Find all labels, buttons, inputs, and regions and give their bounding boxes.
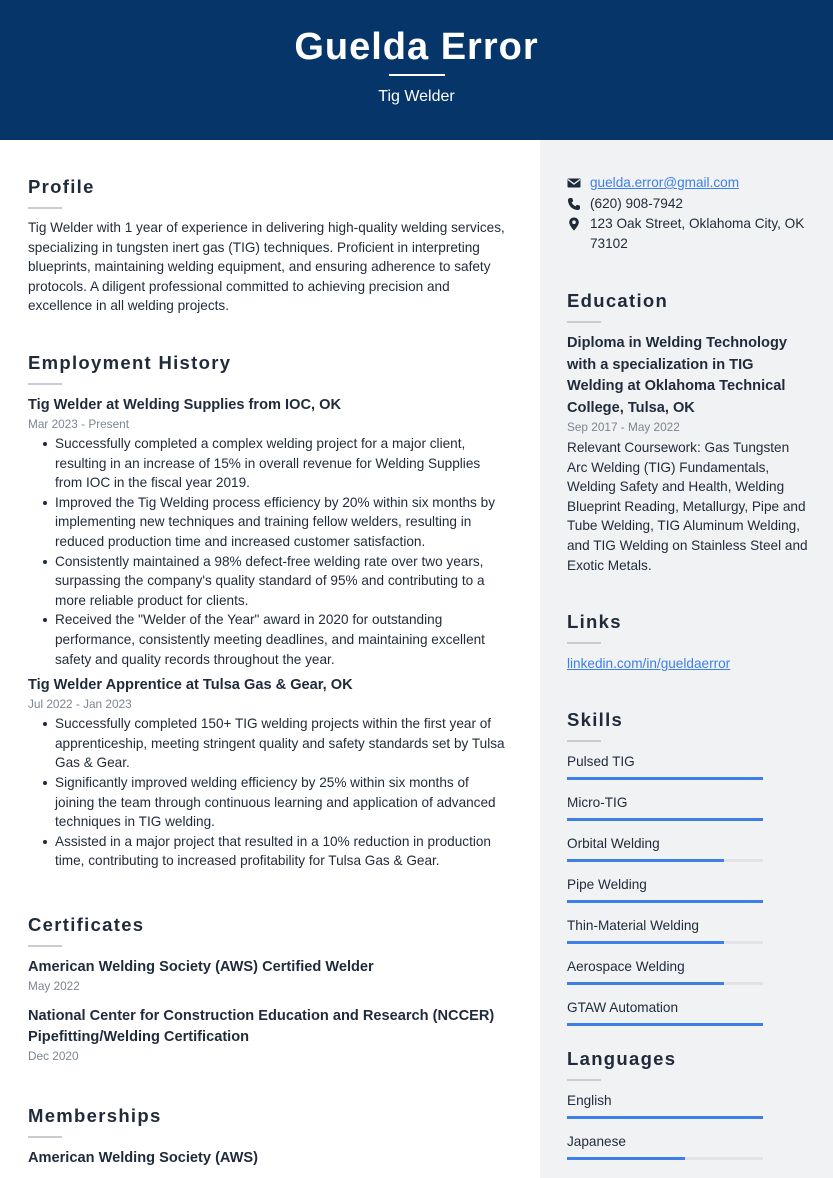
degree-title: Diploma in Welding Technology with a specialization in TIG Welding at Oklahoma Technical College, Tulsa, OK <box>567 335 787 416</box>
certificate-entry <box>28 957 510 994</box>
language-level-track <box>567 1157 763 1160</box>
skill-level-bar <box>567 941 724 944</box>
skill-level-track <box>567 1023 763 1026</box>
language-item <box>567 1091 812 1119</box>
language-level-bar <box>567 1157 685 1160</box>
skill-level-track <box>567 941 763 944</box>
skill-level-bar <box>567 777 763 780</box>
skill-label: Orbital Welding <box>567 836 660 851</box>
education-date: Sep 2017 - May 2022 <box>567 420 680 434</box>
language-level-track <box>567 1116 763 1119</box>
envelope-icon <box>567 176 581 190</box>
profile-summary: Tig Welder with 1 year of experience in delivering high-quality welding services, specializing in tungsten inert gas (TIG) techniques. Proficient in interpreting blueprints, maintaining welding equipment, and ensuring adherence to safety protocols. A diligent professional committed to achieving precision and excellence in all welding projects. <box>28 220 505 314</box>
skill-label: Pipe Welding <box>567 877 647 892</box>
skill-label: Aerospace Welding <box>567 959 685 974</box>
skill-item <box>567 793 812 821</box>
languages-section <box>567 1048 812 1160</box>
skill-label: GTAW Automation <box>567 1000 679 1015</box>
section-title-employment: Employment History <box>28 352 232 373</box>
skill-item <box>567 998 812 1026</box>
section-title-memberships: Memberships <box>28 1105 162 1126</box>
job-bullet: Significantly improved welding efficiency by 25% within six months of joining the team through continuous learning and application of advanced techniques in TIG welding. <box>28 773 510 832</box>
certificate-date: Dec 2020 <box>28 1049 79 1063</box>
skill-level-track <box>567 982 763 985</box>
employment-section <box>28 352 510 871</box>
skills-section <box>567 709 812 1026</box>
section-divider <box>28 1136 62 1138</box>
section-title-languages: Languages <box>567 1048 677 1069</box>
job-bullet: Improved the Tig Welding process efficiency by 20% within six months by implementing new techniques and training fellow welders, resulting in reduced production time and increased customer satisfaction. <box>28 493 510 552</box>
candidate-name: Guelda Error <box>294 26 539 68</box>
certificate-title: National Center for Construction Education and Research (NCCER) Pipefitting/Welding Certification <box>28 1008 495 1045</box>
skill-level-track <box>567 900 763 903</box>
skill-level-bar <box>567 818 763 821</box>
job-entry <box>28 395 510 669</box>
skill-label: Thin-Material Welding <box>567 918 699 933</box>
certificates-section <box>28 914 510 1064</box>
phone-icon <box>567 197 581 211</box>
job-title-2: Tig Welder Apprentice at Tulsa Gas & Gear, OK <box>28 677 353 694</box>
job-bullet: Assisted in a major project that resulted in a 10% reduction in production time, contributing to increased profitability for Tulsa Gas & Gear. <box>28 832 510 871</box>
skill-level-bar <box>567 1023 763 1026</box>
skill-label: Micro-TIG <box>567 795 628 810</box>
section-divider <box>28 207 62 209</box>
skill-item <box>567 875 812 903</box>
email-link[interactable]: guelda.error@gmail.com <box>590 175 740 190</box>
contact-section <box>567 173 812 253</box>
skill-level-bar <box>567 859 724 862</box>
job-bullets-2 <box>28 714 510 871</box>
section-title-links: Links <box>567 611 622 632</box>
membership-title: American Welding Society (AWS) <box>28 1150 259 1166</box>
certificate-title: American Welding Society (AWS) Certified Welder <box>28 959 374 975</box>
contact-email <box>567 173 812 193</box>
memberships-section <box>28 1105 510 1169</box>
section-divider <box>567 1079 601 1081</box>
section-divider <box>567 642 601 644</box>
contact-phone <box>567 194 812 214</box>
skill-level-bar <box>567 900 763 903</box>
phone-number: (620) 908-7942 <box>590 195 683 211</box>
links-section <box>567 611 812 674</box>
certificate-date: May 2022 <box>28 979 80 993</box>
address: 123 Oak Street, Oklahoma City, OK 73102 <box>590 216 805 251</box>
job-bullet: Successfully completed 150+ TIG welding projects within the first year of apprenticeship, meeting stringent quality and safety standards set by Tulsa Gas & Gear. <box>28 714 510 773</box>
skill-level-track <box>567 859 763 862</box>
language-label: Japanese <box>567 1134 626 1149</box>
section-divider <box>567 740 601 742</box>
linkedin-link[interactable]: linkedin.com/in/gueldaerror <box>567 656 731 671</box>
languages-list <box>567 1091 812 1160</box>
job-date-1: Mar 2023 - Present <box>28 417 129 431</box>
language-label: English <box>567 1093 612 1108</box>
job-bullet: Consistently maintained a 98% defect-free welding rate over two years, surpassing the company's quality standard of 95% and contributing to a more reliable product for clients. <box>28 552 510 611</box>
job-bullets-1 <box>28 434 510 669</box>
job-bullet: Received the "Welder of the Year" award in 2020 for outstanding performance, consistently meeting deadlines, and maintaining excellent safety and quality records throughout the year. <box>28 610 510 669</box>
section-title-skills: Skills <box>567 709 624 730</box>
job-title-1: Tig Welder at Welding Supplies from IOC, OK <box>28 397 341 413</box>
education-section <box>567 290 812 575</box>
header-divider <box>389 74 445 76</box>
skill-item <box>567 957 812 985</box>
contact-address <box>567 214 812 253</box>
job-title: Tig Welder <box>378 88 455 105</box>
job-entry <box>28 675 510 871</box>
section-divider <box>28 383 62 385</box>
section-title-education: Education <box>567 290 669 311</box>
language-item <box>567 1132 812 1160</box>
resume-header <box>0 0 833 140</box>
skill-label: Pulsed TIG <box>567 754 635 769</box>
skill-item <box>567 752 812 780</box>
map-pin-icon <box>567 217 581 231</box>
section-divider <box>28 945 62 947</box>
job-date-2: Jul 2022 - Jan 2023 <box>28 697 132 712</box>
certificate-entry <box>28 1006 510 1064</box>
section-title-certificates: Certificates <box>28 914 145 935</box>
profile-section <box>28 176 510 316</box>
skill-level-bar <box>567 982 724 985</box>
skill-level-track <box>567 818 763 821</box>
education-details: Relevant Coursework: Gas Tungsten Arc Welding (TIG) Fundamentals, Welding Safety and Health, Welding Blueprint Reading, Metallurgy, Pipe and Tube Welding, TIG Aluminum Welding, and TIG Welding on Stainless Steel and Exotic Metals. <box>567 440 808 573</box>
skill-item <box>567 834 812 862</box>
skills-list <box>567 752 812 1026</box>
job-bullet: Successfully completed a complex welding project for a major client, resulting in an increase of 15% in overall revenue for Welding Supplies from IOC in the fiscal year 2019. <box>28 434 510 493</box>
section-title-profile: Profile <box>28 176 95 197</box>
section-divider <box>567 321 601 323</box>
sidebar <box>540 140 833 1178</box>
skill-level-track <box>567 777 763 780</box>
skill-item <box>567 916 812 944</box>
language-level-bar <box>567 1116 763 1119</box>
